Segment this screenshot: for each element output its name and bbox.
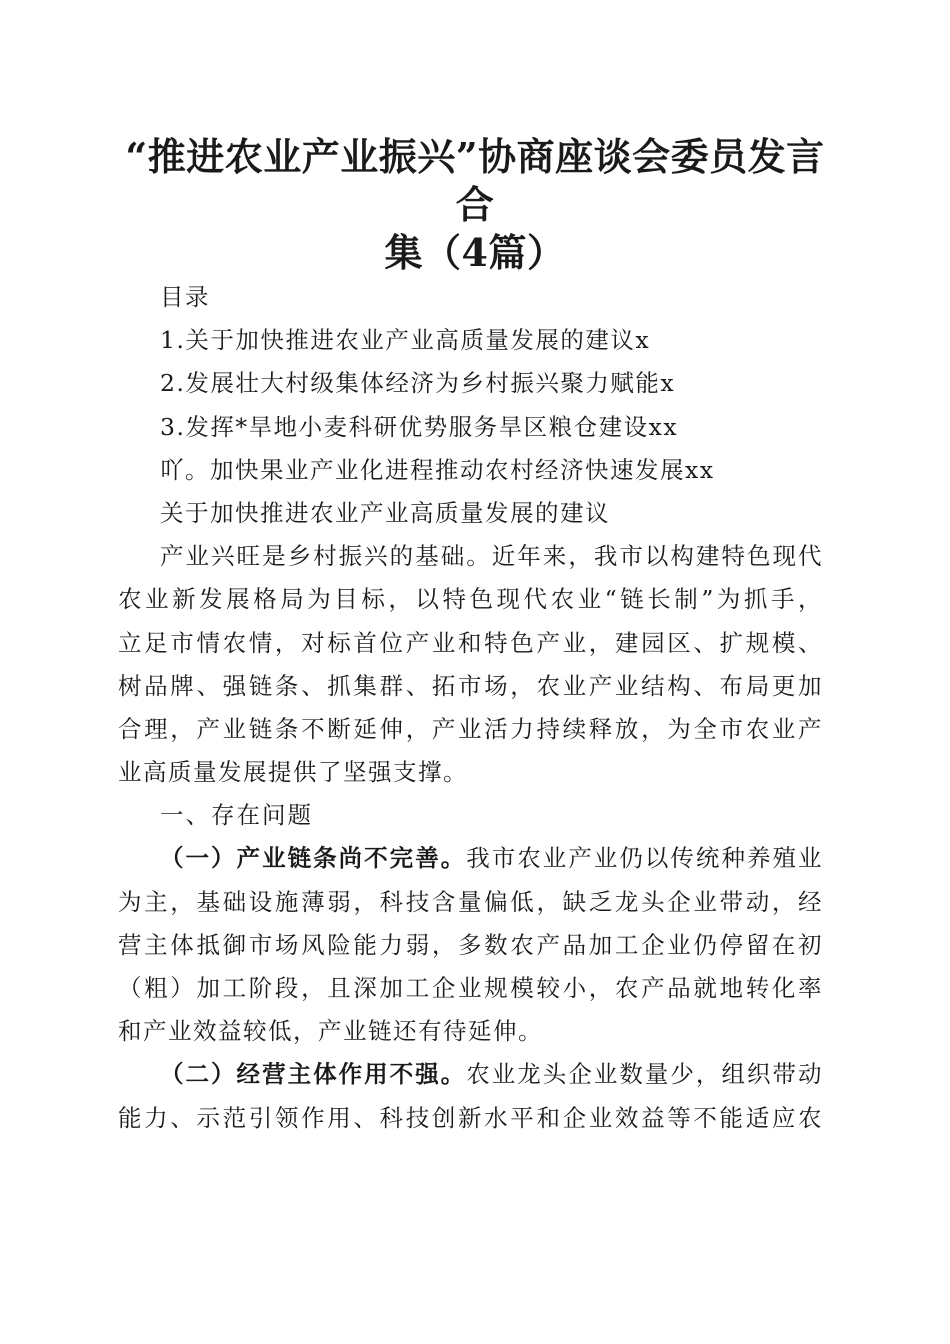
paragraph-line <box>118 837 823 880</box>
paragraph-line: 和产业效益较低，产业链还有待延伸。 <box>118 1017 543 1046</box>
document-title <box>110 133 840 277</box>
paragraph-line: 能力、示范引领作用、科技创新水平和企业效益等不能适应农 <box>118 1103 823 1132</box>
title-line-1: “推进农业产业振兴”协商座谈会委员发言合 <box>125 134 825 227</box>
toc-heading: 目录 <box>160 283 210 311</box>
article-title: 关于加快推进农业产业高质量发展的建议 <box>160 498 610 527</box>
toc-item: 吖。加快果业产业化进程推动农村经济快速发展xx <box>160 455 715 484</box>
toc-item: 1.关于加快推进农业产业高质量发展的建议x <box>160 326 651 355</box>
issue-lead: （二）经营主体作用不强。 <box>160 1060 467 1089</box>
issue-text: 农业龙头企业数量少，组织带动 <box>466 1060 823 1089</box>
toc-item: 3.发挥*旱地小麦科研优势服务旱区粮仓建设xx <box>160 412 679 441</box>
paragraph-line: 树品牌、强链条、抓集群、拓市场，农业产业结构、布局更加 <box>118 671 823 700</box>
document-body <box>118 276 823 1140</box>
paragraph-line: 合理，产业链条不断延伸，产业活力持续释放，为全市农业产 <box>118 714 823 743</box>
paragraph-line <box>118 1053 823 1096</box>
paragraph-line: 为主，基础设施薄弱，科技含量偏低，缺乏龙头企业带动，经 <box>118 887 823 916</box>
paragraph-line: 农业新发展格局为目标，以特色现代农业“链长制”为抓手， <box>118 585 823 614</box>
issue-text: 我市农业产业仍以传统种养殖业 <box>466 844 823 873</box>
paragraph-line: 产业兴旺是乡村振兴的基础。近年来，我市以构建特色现代 <box>160 542 823 571</box>
paragraph-line: 业高质量发展提供了坚强支撑。 <box>118 758 468 787</box>
title-line-2: 集（4篇） <box>384 230 566 275</box>
paragraph-line: （粗）加工阶段，且深加工企业规模较小，农产品就地转化率 <box>118 974 823 1002</box>
issue-lead: （一）产业链条尚不完善。 <box>160 844 467 873</box>
paragraph-line: 立足市情农情，对标首位产业和特色产业，建园区、扩规模、 <box>118 628 823 657</box>
toc-item: 2.发展壮大村级集体经济为乡村振兴聚力赋能x <box>160 369 676 398</box>
paragraph-line: 营主体抵御市场风险能力弱，多数农产品加工企业仍停留在初 <box>118 930 823 959</box>
section-heading: 一、存在问题 <box>160 801 313 830</box>
